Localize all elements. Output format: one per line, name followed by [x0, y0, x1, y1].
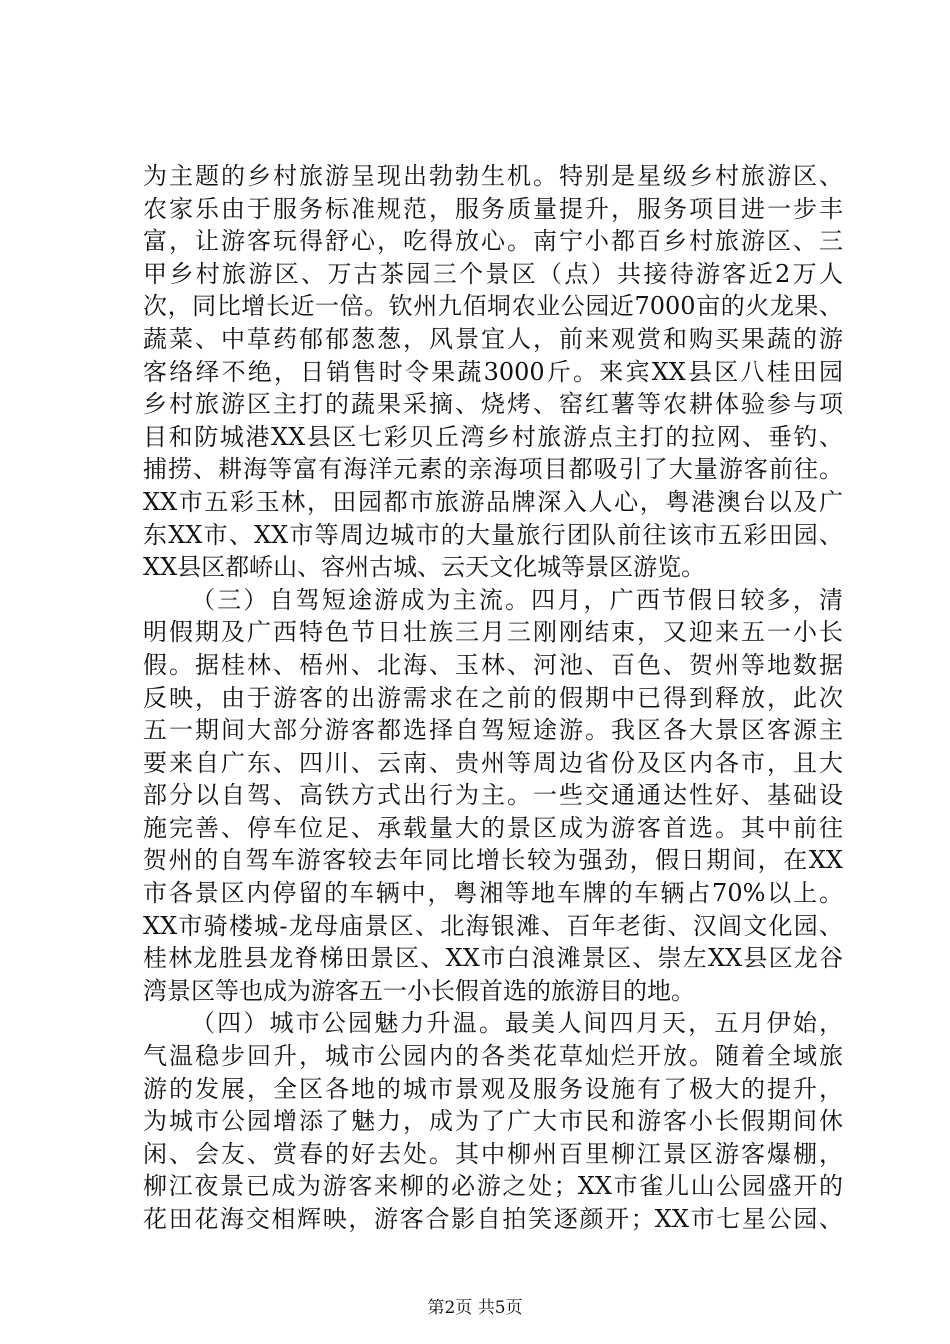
text-line: 蔬菜、中草药郁郁葱葱，风景宜人，前来观赏和购买果蔬的游: [143, 324, 843, 353]
text-line: 市各景区内停留的车辆中，粤湘等地车牌的车辆占70%以上。: [143, 879, 843, 908]
text-line: 贺州的自驾车游客较去年同比增长较为强劲，假日期间，在XX: [143, 846, 843, 875]
text-line: 次，同比增长近一倍。钦州九佰垌农业公园近7000亩的火龙果、: [143, 292, 843, 321]
page-footer: 第2页 共5页: [427, 1298, 523, 1318]
text-line: 五一期间大部分游客都选择自驾短途游。我区各大景区客源主: [143, 716, 843, 745]
text-line: 客络绎不绝，日销售时令果蔬3000斤。来宾XX县区八桂田园: [143, 357, 843, 386]
text-line: 目和防城港XX县区七彩贝丘湾乡村旅游点主打的拉网、垂钓、: [143, 422, 843, 451]
text-line: 甲乡村旅游区、万古茶园三个景区（点）共接待游客近2万人: [143, 259, 843, 288]
paragraph-first-line: （四）城市公园魅力升温。最美人间四月天，五月伊始，: [191, 1009, 843, 1038]
text-line: 花田花海交相辉映，游客合影自拍笑逐颜开；XX市七星公园、: [143, 1205, 843, 1233]
text-line: 气温稳步回升，城市公园内的各类花草灿烂开放。随着全域旅: [143, 1042, 843, 1071]
text-line: 游的发展，全区各地的城市景观及服务设施有了极大的提升，: [143, 1074, 843, 1103]
text-line: 桂林龙胜县龙脊梯田景区、XX市白浪滩景区、崇左XX县区龙谷: [143, 944, 843, 973]
text-line: 为城市公园增添了魅力，成为了广大市民和游客小长假期间休: [143, 1107, 843, 1136]
text-line: 假。据桂林、梧州、北海、玉林、河池、百色、贺州等地数据: [143, 650, 843, 679]
document-body: [143, 160, 843, 1236]
text-line: 柳江夜景已成为游客来柳的必游之处；XX市雀儿山公园盛开的: [143, 1172, 843, 1201]
text-line: 湾景区等也成为游客五一小长假首选的旅游目的地。: [143, 976, 695, 1005]
paragraph-first-line: （三）自驾短途游成为主流。四月，广西节假日较多，清: [191, 585, 843, 614]
text-line: 农家乐由于服务标准规范，服务质量提升，服务项目进一步丰: [143, 194, 843, 223]
text-line: 为主题的乡村旅游呈现出勃勃生机。特别是星级乡村旅游区、: [143, 162, 843, 190]
text-line: 乡村旅游区主打的蔬果采摘、烧烤、窑红薯等农耕体验参与项: [143, 390, 843, 419]
text-line: 要来自广东、四川、云南、贵州等周边省份及区内各市，且大: [143, 748, 843, 777]
text-line: 富，让游客玩得舒心，吃得放心。南宁小都百乡村旅游区、三: [143, 227, 843, 256]
text-line: 施完善、停车位足、承载量大的景区成为游客首选。其中前往: [143, 813, 843, 842]
text-line: XX市五彩玉林，田园都市旅游品牌深入人心，粤港澳台以及广: [143, 487, 843, 516]
text-line: 东XX市、XX市等周边城市的大量旅行团队前往该市五彩田园、: [143, 520, 843, 549]
text-line: 部分以自驾、高铁方式出行为主。一些交通通达性好、基础设: [143, 781, 843, 810]
text-line: XX市骑楼城-龙母庙景区、北海银滩、百年老街、汉闾文化园、: [143, 911, 843, 940]
text-line: 反映，由于游客的出游需求在之前的假期中已得到释放，此次: [143, 683, 843, 712]
text-line: 明假期及广西特色节日壮族三月三刚刚结束，又迎来五一小长: [143, 618, 843, 647]
text-line: 闲、会友、赏春的好去处。其中柳州百里柳江景区游客爆棚，: [143, 1139, 843, 1168]
text-line: 捕捞、耕海等富有海洋元素的亲海项目都吸引了大量游客前往。: [143, 455, 843, 484]
text-line: XX县区都峤山、容州古城、云天文化城等景区游览。: [143, 553, 706, 582]
